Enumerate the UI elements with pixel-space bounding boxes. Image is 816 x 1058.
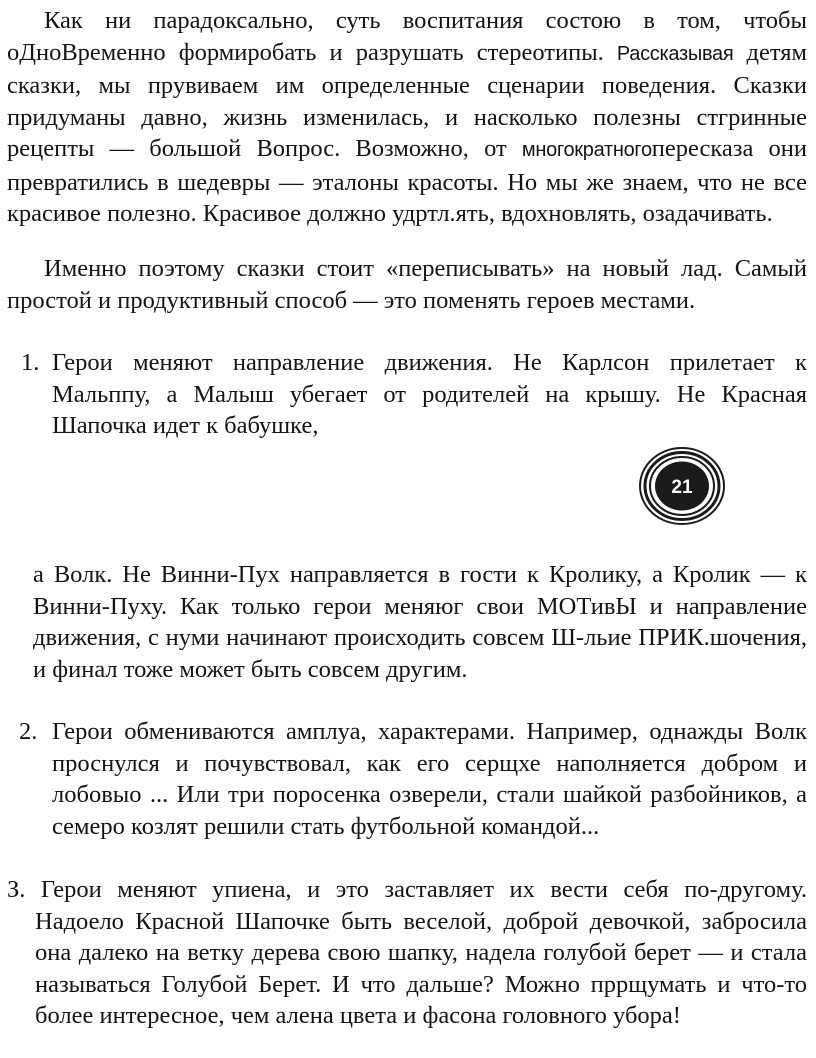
paragraph-1-inserted-word-2: многократного: [521, 139, 652, 161]
list-item-1: [7, 347, 807, 442]
paragraph-1-part-e: пересказа они превратились в шедевры — эталоны красоты. Но мы же знаем, что не все красивое полезно. Красивое должно удртл.ять, вдохновлять, озадачивать.: [7, 135, 807, 227]
list-item-1-number: 1.: [21, 349, 40, 376]
paragraph-2: Именно поэтому сказки стоит «переписывать» на новый лад. Самый простой и продуктивный способ — это поменять героев местами.: [7, 255, 807, 314]
list-item-3: [7, 874, 807, 1032]
list-item-2-number: 2.: [19, 718, 38, 745]
list-item-3-number: З.: [7, 876, 26, 903]
paragraph-1: [7, 5, 807, 230]
list-item-2: [7, 716, 807, 842]
paragraph-1-part-c: детям сказки, мы прувиваем им определенные сценарии поведения. Сказки придуманы давно, жизнь изменилась, и насколько полезны стгринные рецепты — большой Вопрос. Возможно, от: [7, 38, 807, 162]
list-item-2-text: Герои обмениваются амплуа, характерами. Например, однажды Волк проснулся и почувствовал, как его серщхе наполняется добром и лобовыо ... Или три поросенка озверели, стали шайкой разбойников, а семеро козлят решили стать футбольной командой...: [52, 718, 807, 840]
paragraph-1-inserted-word: Рассказывая: [616, 42, 734, 65]
list-item-1-text: Герои меняют направление движения. Не Карлсон прилетает к Мальппу, а Малыш убегает от родителей на крышу. Не Красная Шапочка идет к бабушке,: [52, 349, 807, 439]
list-item-1-continuation: а Волк. Не Винни-Пух направляется в гости к Кролику, а Кролик — к Винни-Пуху. Как только герои меняюг свои МОТивЫ и направление движения, с нуми начинают происходить совсем Ш-льие ПРИК.шочения, и финал тоже может быть совсем другим.: [33, 561, 807, 683]
paragraph-1-part-a: Как ни парадоксально, суть воспитания состою в том, чтобы оДноВременно формиробать и разрушать стереотипы.: [7, 7, 807, 66]
list-item-3-text: Герои меняют упиена, и это заставляет их вести себя по-другому. Надоело Красной Шапочке быть веселой, доброй девочкой, забросила она далеко на ветку дерева свою шапку, надела голубой берет — и стала называться Голубой Берет. И что дальше? Можно пррщумать и что-то более интересное, чем алена цвета и фасона головного убора!: [35, 876, 807, 1029]
page-number-badge: [637, 446, 727, 526]
page-number: 21: [671, 477, 693, 498]
